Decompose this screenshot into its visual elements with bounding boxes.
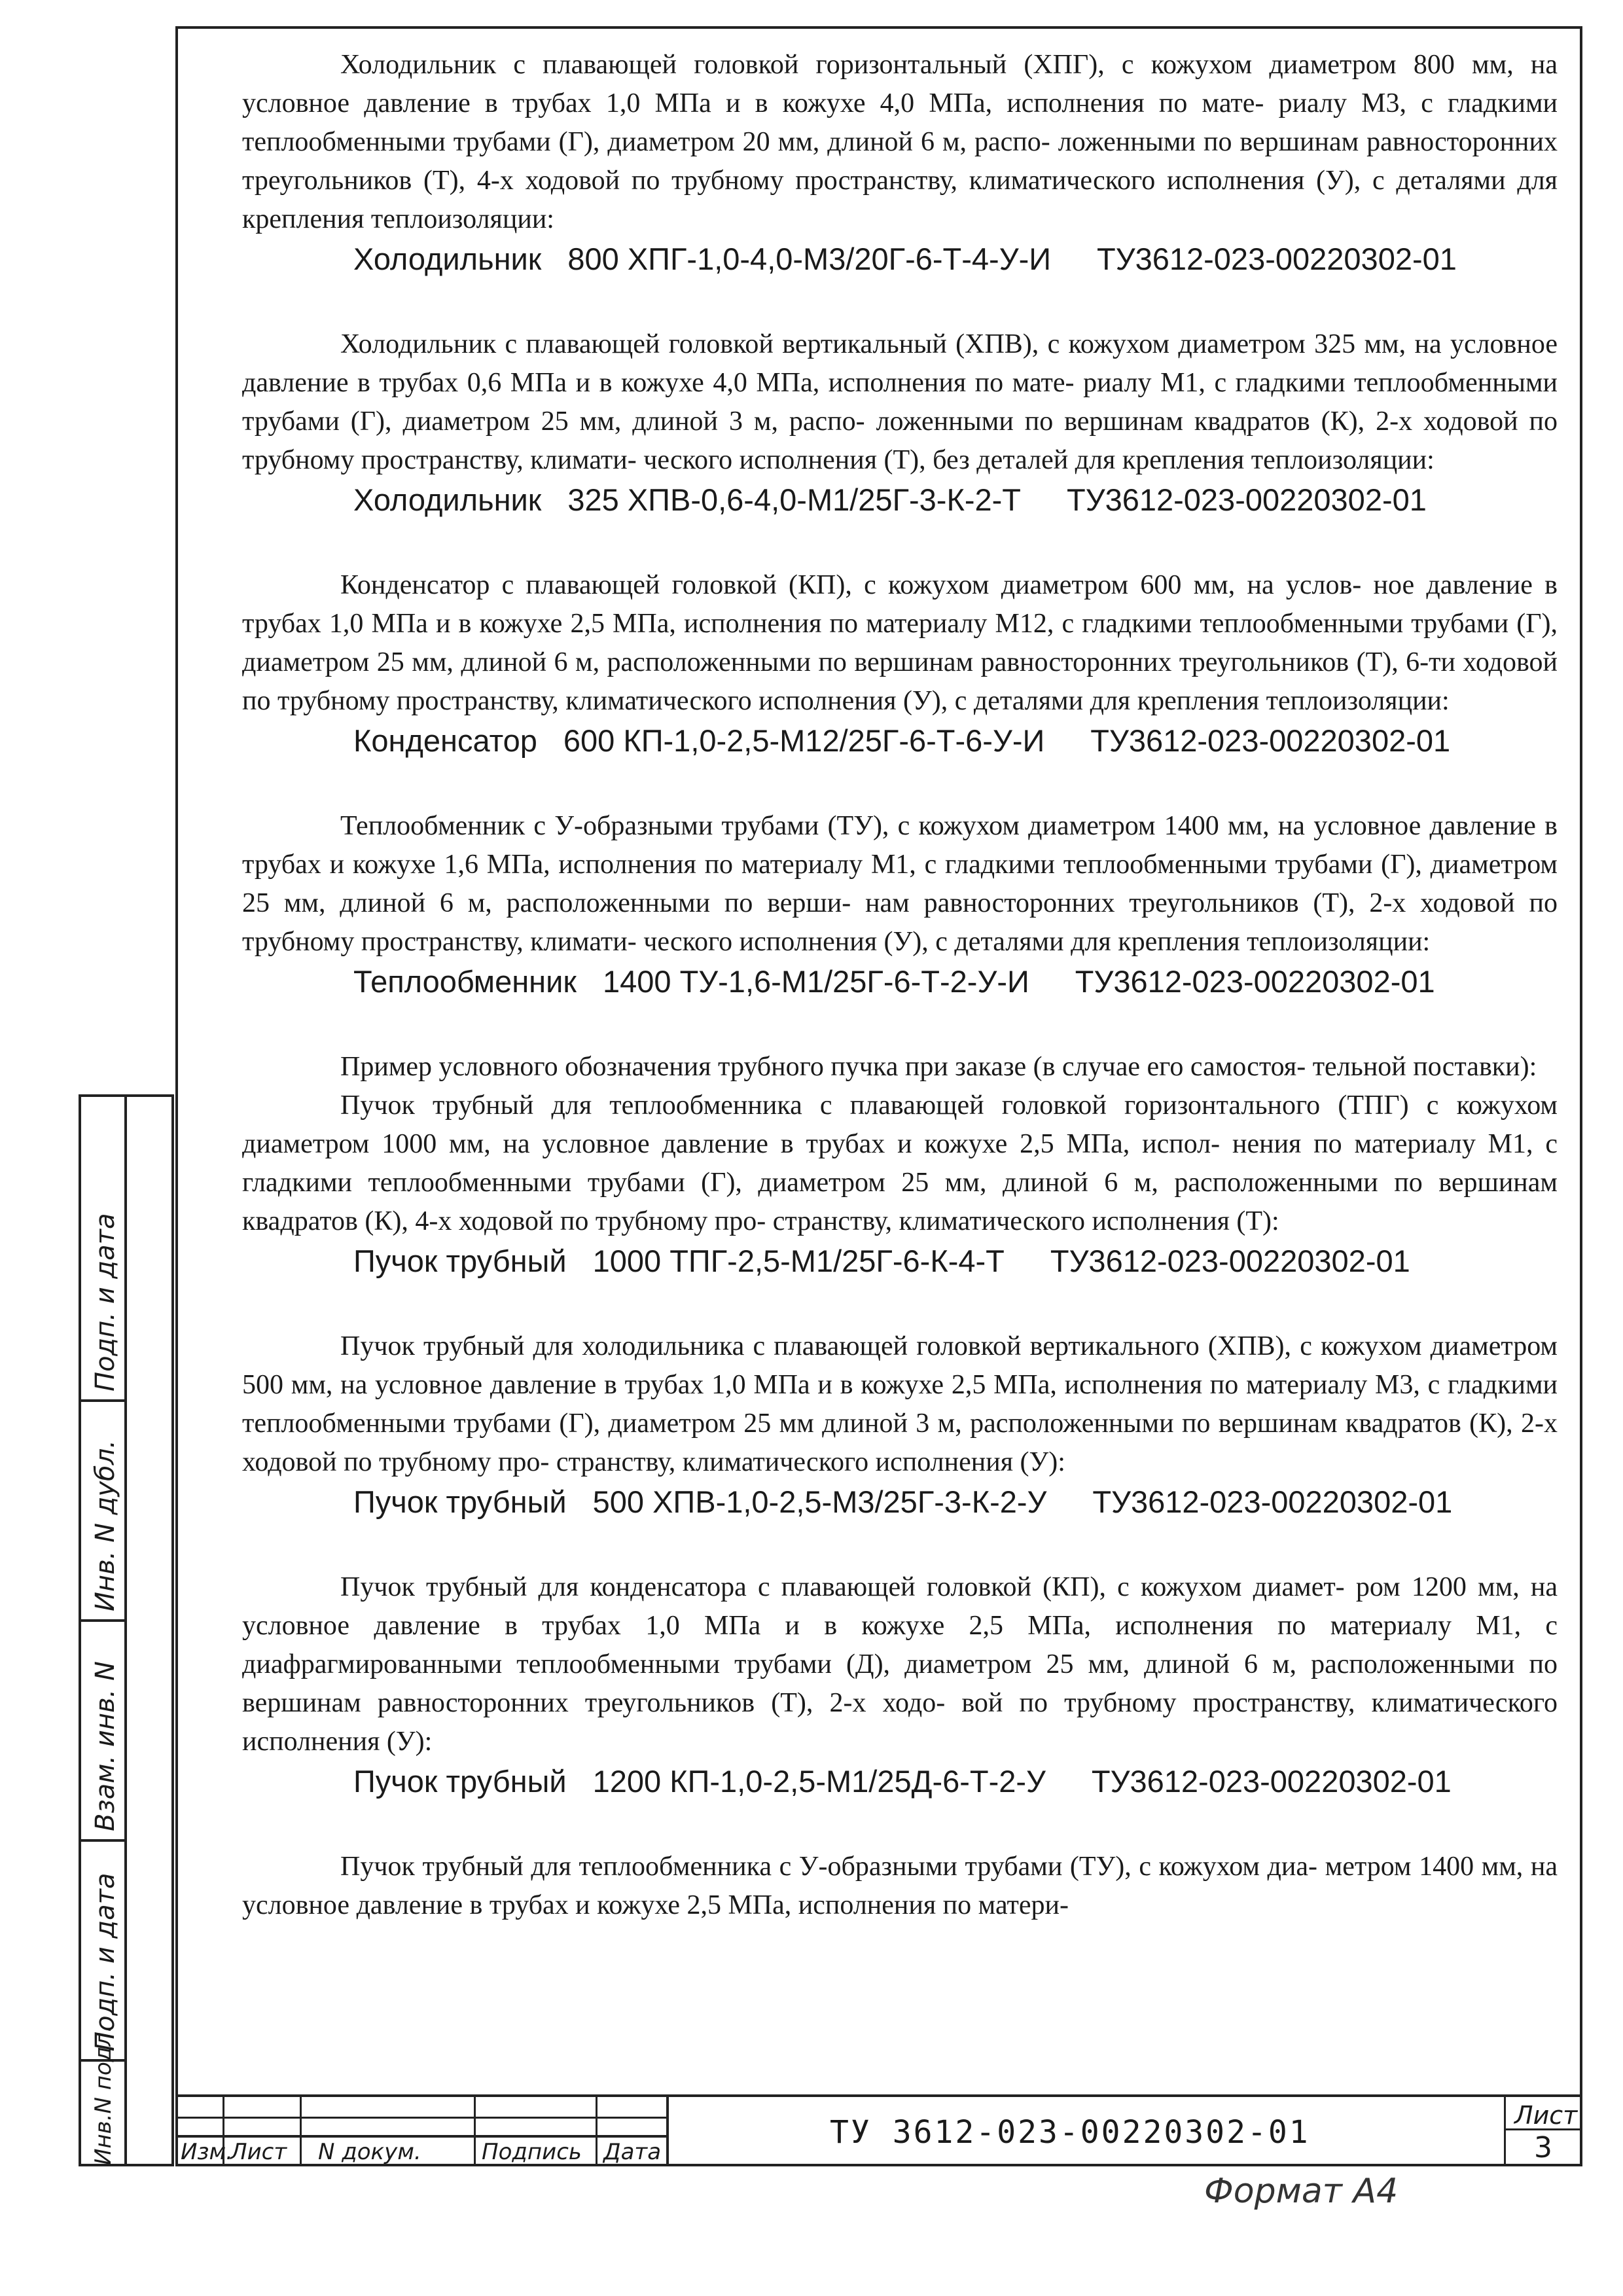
format-label: Формат А4	[1204, 2172, 1399, 2211]
spec-block-1	[242, 46, 1558, 279]
designation: Конденсатор 600 КП-1,0-2,5-М12/25Г-6-Т-6-У-И ТУ3612-023-00220302-01	[353, 723, 1451, 758]
paragraph: Пример условного обозначения трубного пучка при заказе (в случае его самостоя- тельной поставки):	[340, 1052, 1537, 1082]
paragraph: Пучок трубный для теплообменника с плавающей головкой горизонтального (ТПГ) с кожухом диаметром 1000 мм, на условное давление в трубах и кожухе 2,5 МПа, испол- нения по материалу М1, с гладкими теплообменными трубами (Г), диаметром 25 мм, длиной 6 м, расположенными по вершинам квадратов (К), 4-х ходовой по трубному про- странству, климатического исполнения (Т):	[242, 1090, 1558, 1236]
document-code: ТУ 3612-023-00220302-01	[830, 2114, 1310, 2151]
side-label-podp-bottom: Подп. и дата	[90, 1873, 120, 2051]
tb-sheet-label: Лист	[1514, 2101, 1578, 2130]
tb-line	[300, 2094, 302, 2166]
designation: Теплообменник 1400 ТУ-1,6-М1/25Г-6-Т-2-У-И ТУ3612-023-00220302-01	[353, 964, 1435, 999]
spec-block-2	[242, 325, 1558, 520]
tb-line	[175, 2094, 1582, 2097]
paragraph: Конденсатор с плавающей головкой (КП), с кожухом диаметром 600 мм, на услов- ное давление в трубах 1,0 МПа и в кожухе 2,5 МПа, исполнения по материалу М12, с гладкими теплообменными трубами (Г), диаметром 25 мм, длиной 6 м, расположенными по вершинам равносторонних треугольников (Т), 6-ти ходовой по трубному пространству, климатического исполнения (У), с деталями для крепления теплоизоляции:	[242, 570, 1558, 716]
tb-podpis-label: Подпись	[482, 2139, 582, 2165]
designation: Холодильник 800 ХПГ-1,0-4,0-М3/20Г-6-Т-4-У-И ТУ3612-023-00220302-01	[353, 242, 1457, 276]
spec-block-8	[242, 1848, 1558, 1925]
tb-line	[666, 2094, 669, 2166]
tb-data-label: Дата	[603, 2139, 662, 2165]
side-label-inv-podl: Инв.N подл.	[90, 2025, 116, 2165]
spec-block-7	[242, 1568, 1558, 1802]
paragraph: Теплообменник с У-образными трубами (ТУ), с кожухом диаметром 1400 мм, на условное давление в трубах и кожухе 1,6 МПа, исполнения по материалу М1, с гладкими теплообменными трубами (Г), диаметром 25 мм, длиной 6 м, расположенными по верши- нам равносторонних треугольников (Т), 2-х ходовой по трубному пространству, климати- ческого исполнения (У), с деталями для крепления теплоизоляции:	[242, 811, 1558, 957]
spec-block-4	[242, 807, 1558, 1002]
designation: Пучок трубный 1000 ТПГ-2,5-М1/25Г-6-К-4-Т ТУ3612-023-00220302-01	[353, 1244, 1410, 1278]
tb-line	[474, 2094, 476, 2166]
side-cell-inv-dubl	[79, 1399, 127, 1622]
tb-line	[175, 2135, 666, 2138]
side-label-podp-top: Подп. и дата	[90, 1213, 120, 1391]
paragraph: Холодильник с плавающей головкой вертикальный (ХПВ), с кожухом диаметром 325 мм, на условное давление в трубах 0,6 МПа и в кожухе 4,0 МПа, исполнения по мате- риалу М1, с гладкими теплообменными трубами (Г), диаметром 25 мм, длиной 3 м, распо- ложенными по вершинам квадратов (К), 2-х ходовой по трубному пространству, климати- ческого исполнения (Т), без деталей для крепления теплоизоляции:	[242, 329, 1558, 475]
side-label-vzam-inv: Взам. инв. N	[90, 1661, 120, 1831]
designation: Холодильник 325 ХПВ-0,6-4,0-М1/25Г-3-К-2-Т ТУ3612-023-00220302-01	[353, 482, 1427, 517]
paragraph: Пучок трубный для конденсатора с плавающей головкой (КП), с кожухом диамет- ром 1200 мм, на условное давление в трубах 1,0 МПа и в кожухе 2,5 МПа, исполнения по материалу М1, с диафрагмированными теплообменными трубами (Д), диаметром 25 мм, длиной 6 м, расположенными по вершинам равносторонних треугольников (Т), 2-х ходо- вой по трубному пространству, климатического исполнения (У):	[242, 1572, 1558, 1757]
paragraph: Холодильник с плавающей головкой горизонтальный (ХПГ), с кожухом диаметром 800 мм, на условное давление в трубах 1,0 МПа и в кожухе 4,0 МПа, исполнения по мате- риалу М3, с гладкими теплообменными трубами (Г), диаметром 20 мм, длиной 6 м, распо- ложенными по вершинам равносторонних треугольников (Т), 4-х ходовой по трубному пространству, климатического исполнения (У), с деталями для крепления теплоизоляции:	[242, 50, 1558, 234]
spec-block-6	[242, 1327, 1558, 1522]
designation: Пучок трубный 1200 КП-1,0-2,5-М1/25Д-6-Т-2-У ТУ3612-023-00220302-01	[353, 1764, 1452, 1799]
tb-ndokum-label: N докум.	[318, 2139, 421, 2165]
paragraph: Пучок трубный для теплообменника с У-образными трубами (ТУ), с кожухом диа- метром 1400 мм, на условное давление в трубах и кожухе 2,5 МПа, исполнения по матери-	[242, 1852, 1558, 1920]
designation: Пучок трубный 500 ХПВ-1,0-2,5-М3/25Г-3-К-2-У ТУ3612-023-00220302-01	[353, 1484, 1453, 1519]
side-cell-vzam-inv	[79, 1619, 127, 1842]
paragraph: Пучок трубный для холодильника с плавающей головкой вертикального (ХПВ), с кожухом диаметром 500 мм, на условное давление в трубах 1,0 МПа и в кожухе 2,5 МПа, исполнения по материалу М3, с гладкими теплообменными трубами (Г), диаметром 25 мм длиной 3 м, расположенными по вершинам квадратов (К), 2-х ходовой по трубному про- странству, климатического исполнения (У):	[242, 1331, 1558, 1477]
side-cell-blank	[124, 1094, 174, 2166]
tb-line	[175, 2117, 666, 2119]
spec-block-5	[242, 1048, 1558, 1282]
side-stamp	[79, 1094, 174, 2166]
tb-line	[1504, 2094, 1506, 2166]
side-label-inv-dubl: Инв. N дубл.	[90, 1440, 120, 1611]
side-cell-inv-podl	[79, 2025, 127, 2166]
tb-list-label: Лист	[230, 2139, 287, 2165]
title-block	[175, 2094, 1582, 2166]
document-body	[242, 46, 1558, 1925]
spec-block-3	[242, 566, 1558, 761]
side-cell-podp-top	[79, 1094, 127, 1402]
tb-izm-label: Изм.	[181, 2139, 233, 2165]
tb-line	[596, 2094, 597, 2166]
sheet-number: 3	[1534, 2131, 1552, 2164]
